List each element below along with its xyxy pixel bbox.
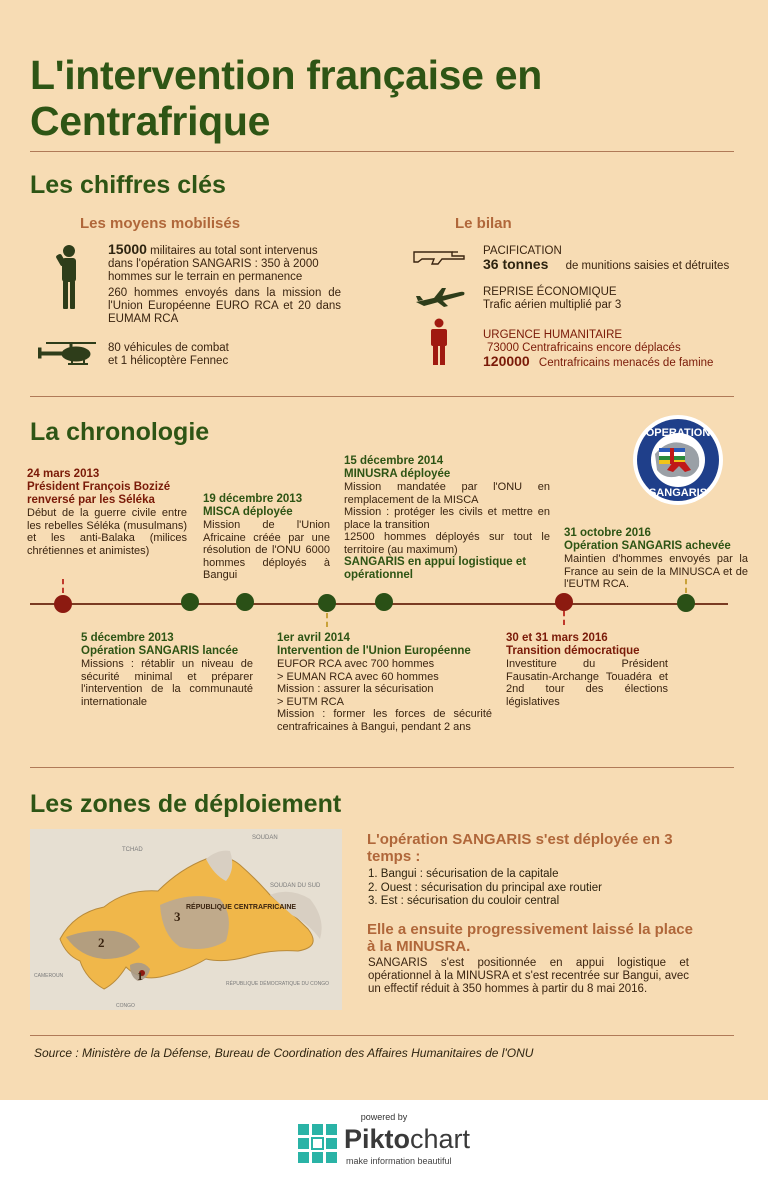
humanitarian-label: URGENCE HUMANITAIRE xyxy=(483,329,623,341)
divider xyxy=(30,1035,734,1036)
timeline-dot-5-dec-2013 xyxy=(181,593,199,611)
section-chronologie-title: La chronologie xyxy=(30,418,210,446)
tagline: make information beautiful xyxy=(346,1156,452,1166)
pacification-text: de munitions saisies et détruites xyxy=(565,260,730,272)
event-title-2: SANGARIS en appui logistique et opérationnel xyxy=(344,556,527,581)
brand-part-b: chart xyxy=(410,1124,471,1154)
timeline-dot-30-mars-2016 xyxy=(555,593,573,611)
logo-bottom-text: SANGARIS xyxy=(648,487,708,499)
map-label-congo: CONGO xyxy=(116,1003,135,1009)
helicopter-icon xyxy=(38,340,100,368)
event-title: MISCA déployée xyxy=(203,506,293,518)
bilan-title: Le bilan xyxy=(455,215,512,232)
economy-text: Trafic aérien multiplié par 3 xyxy=(483,299,622,311)
event-body-3: Mission : assurer la sécurisation xyxy=(277,683,434,695)
event-body: Missions : rétablir un niveau de sécurité minimal et préparer l'intervention de la communauté internationale xyxy=(81,658,253,708)
source-note: Source : Ministère de la Défense, Bureau de Coordination des Affaires Humanitaires de l'ONU xyxy=(34,1046,534,1060)
sangaris-logo xyxy=(629,414,727,506)
map-zone-3: 3 xyxy=(174,909,181,924)
divider xyxy=(30,151,734,152)
event-body: Début de la guerre civile entre les rebelles Séléka (musulmans) et les anti-Balaka (milices chrétiennes et animistes) xyxy=(27,507,187,557)
zones-paragraph: SANGARIS s'est positionnée en appui logistique et opérationnel à la MINUSRA et s'est recentrée sur Bangui, avec un effectif réduit à 350 hommes à partir du 8 mai 2016. xyxy=(368,957,689,995)
soldiers-number: 15000 xyxy=(108,241,147,257)
economy-label: REPRISE ÉCONOMIQUE xyxy=(483,286,617,298)
event-date: 30 et 31 mars 2016 xyxy=(506,632,608,644)
event-body-2: > EUMAN RCA avec 60 hommes xyxy=(277,670,439,683)
event-title: MINUSRA déployée xyxy=(344,468,451,480)
powered-by-text: powered by xyxy=(360,1112,408,1122)
divider xyxy=(30,767,734,768)
event-date: 5 décembre 2013 xyxy=(81,632,174,644)
soldiers-stat xyxy=(108,243,348,284)
zones-heading-1: L'opération SANGARIS s'est déployée en 3 temps : xyxy=(367,831,673,865)
person-icon xyxy=(428,318,450,366)
soldiers-text-b: dans l'opération SANGARIS : 350 à 2000 xyxy=(108,258,319,270)
timeline-connector xyxy=(326,613,328,627)
zones-list-item-3: 3. Est : sécurisation du couloir central xyxy=(368,895,560,907)
event-19-dec-2013 xyxy=(203,493,330,582)
map-label-soudan: SOUDAN xyxy=(252,835,278,841)
humanitarian-text: 73000 Centrafricains encore déplacés xyxy=(487,342,681,354)
rifle-icon xyxy=(412,246,466,266)
event-1-avril-2014 xyxy=(277,632,492,733)
timeline-connector xyxy=(685,579,687,593)
vehicles-stat xyxy=(108,342,308,368)
timeline-dot-19-dec-2013 xyxy=(236,593,254,611)
airplane-icon xyxy=(414,286,466,308)
zones-list-item-2: 2. Ouest : sécurisation du principal axe routier xyxy=(368,881,602,894)
pacification-number: 36 tonnes xyxy=(483,256,549,272)
footer xyxy=(0,1100,768,1178)
event-body-1: Mission mandatée par l'ONU en remplacement de la MISCA xyxy=(344,481,550,506)
zones-list-item-1: 1. Bangui : sécurisation de la capitale xyxy=(368,868,559,880)
event-31-oct-2016 xyxy=(564,527,748,591)
zones-heading-2: Elle a ensuite progressivement laissé la place à la MINUSRA. xyxy=(367,921,693,955)
vehicles-text-a: 80 véhicules de combat xyxy=(108,342,229,354)
moyens-title: Les moyens mobilisés xyxy=(80,215,241,232)
logo-top-text: OPERATION xyxy=(645,427,711,439)
event-body-4: > EUTM RCA xyxy=(277,695,344,708)
soldiers-text-c: hommes sur le terrain en permanence xyxy=(108,271,303,283)
eu-stat: 260 hommes envoyés dans la mission de l'Union Européenne EURO RCA et 20 dans EUMAM RCA xyxy=(108,287,341,325)
event-date: 31 octobre 2016 xyxy=(564,527,651,539)
event-body: Maintien d'hommes envoyés par la France au sein de la MINUSCA et de l'EUTM RCA. xyxy=(564,553,748,590)
deployment-map xyxy=(30,829,342,1010)
map-label-cameroun: CAMEROUN xyxy=(34,973,64,979)
timeline-connector xyxy=(62,579,64,593)
event-body-3: 12500 hommes déployés sur tout le territoire (au maximum) xyxy=(344,531,550,556)
event-date: 19 décembre 2013 xyxy=(203,493,303,505)
event-date: 1er avril 2014 xyxy=(277,632,350,644)
event-body-1: EUFOR RCA avec 700 hommes xyxy=(277,658,435,670)
event-body: Investiture du Président Fausatin-Archange Touadéra et 2nd tour des élections législatives xyxy=(506,658,668,708)
section-zones-title: Les zones de déploiement xyxy=(30,790,342,818)
event-body: Mission de l'Union Africaine créée par une résolution de l'ONU 6000 hommes déployés à Bangui xyxy=(203,519,330,581)
timeline-dot-1-avril-2014 xyxy=(318,594,336,612)
event-5-dec-2013 xyxy=(81,632,253,708)
event-title: Opération SANGARIS achevée xyxy=(564,540,731,552)
timeline-dot-31-oct-2016 xyxy=(677,594,695,612)
event-date: 24 mars 2013 xyxy=(27,468,100,480)
event-15-dec-2014 xyxy=(344,455,550,582)
event-title: Opération SANGARIS lancée xyxy=(81,645,239,657)
divider xyxy=(30,396,734,397)
map-label-soudan-sud: SOUDAN DU SUD xyxy=(270,883,321,889)
event-title: Président François Bozizé renversé par les Séléka xyxy=(27,481,171,506)
section-chiffres-title: Les chiffres clés xyxy=(30,171,226,199)
humanitarian-number: 120000 xyxy=(483,353,530,369)
map-label-tchad: TCHAD xyxy=(122,847,143,853)
event-body-2: Mission : protéger les civils et mettre en place la transition xyxy=(344,506,550,531)
pacification-label: PACIFICATION xyxy=(483,245,562,257)
vehicles-text-b: et 1 hélicoptère Fennec xyxy=(108,355,229,367)
event-24-mars-2013 xyxy=(27,468,187,557)
map-zone-1: 1 xyxy=(137,969,143,983)
map-zone-2: 2 xyxy=(98,935,105,950)
map-label-country: RÉPUBLIQUE CENTRAFRICAINE xyxy=(186,904,297,911)
event-date: 15 décembre 2014 xyxy=(344,455,444,467)
event-body-5: Mission : former les forces de sécurité centrafricaines à Bangui, pendant 2 ans xyxy=(277,708,492,733)
humanitarian-stat xyxy=(483,329,753,370)
pacification-stat xyxy=(483,245,748,273)
economy-stat xyxy=(483,286,723,312)
timeline-dot-15-dec-2014 xyxy=(375,593,393,611)
zones-list xyxy=(368,868,698,909)
brand-part-a: Pikto xyxy=(344,1124,411,1154)
soldier-icon xyxy=(54,243,84,311)
piktochart-brand[interactable] xyxy=(344,1124,470,1154)
piktochart-logo-icon[interactable] xyxy=(298,1124,338,1164)
timeline-dot-24-mars-2013 xyxy=(54,595,72,613)
event-title: Transition démocratique xyxy=(506,645,640,657)
map-label-rdc: RÉPUBLIQUE DÉMOCRATIQUE DU CONGO xyxy=(226,981,329,987)
timeline-connector xyxy=(563,611,565,625)
page-title: L'intervention française en Centrafrique xyxy=(30,52,543,144)
humanitarian-text2: Centrafricains menacés de famine xyxy=(538,357,714,369)
event-title: Intervention de l'Union Européenne xyxy=(277,645,471,657)
soldiers-text-a: militaires au total sont intervenus xyxy=(150,245,318,257)
event-30-mars-2016 xyxy=(506,632,668,708)
